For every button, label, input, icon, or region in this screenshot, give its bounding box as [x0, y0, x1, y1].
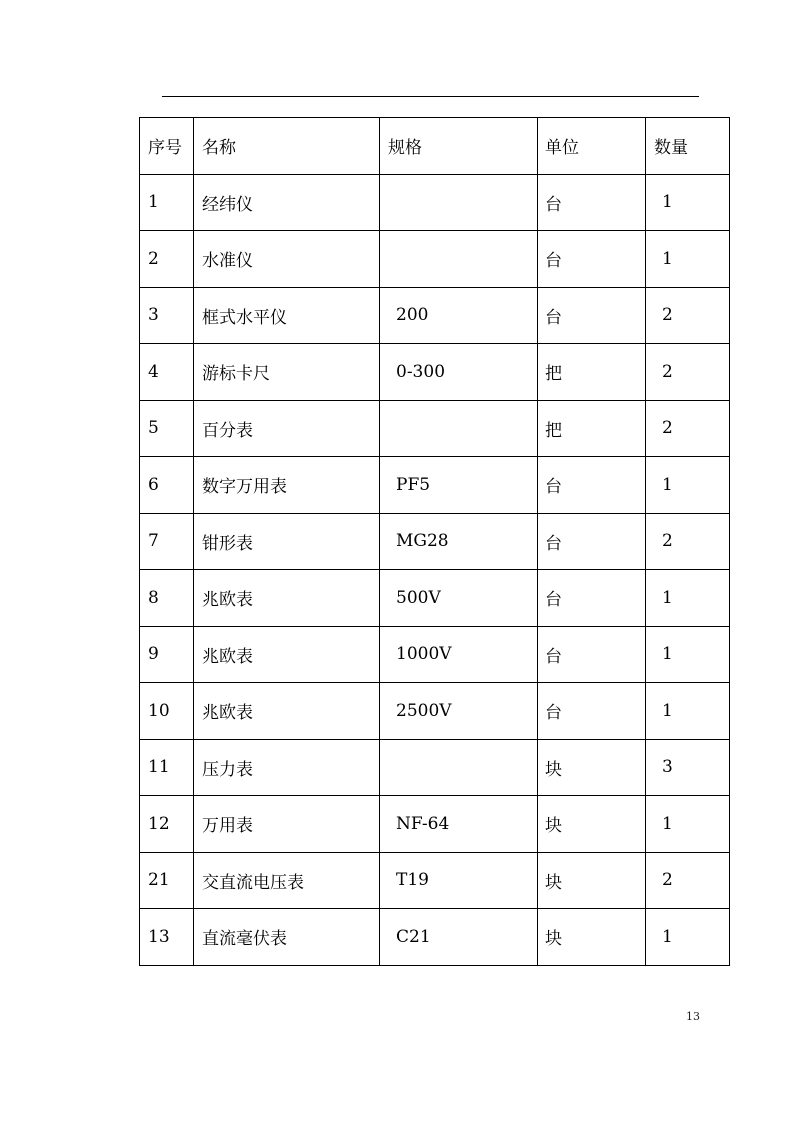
cell-name: 经纬仪: [194, 174, 380, 231]
cell-index: 8: [140, 570, 194, 627]
cell-unit: 台: [538, 457, 646, 514]
cell-quantity: 2: [646, 344, 730, 401]
cell-quantity: 1: [646, 909, 730, 966]
cell-spec: [380, 739, 538, 796]
table-row: [140, 852, 730, 909]
header-cell-spec: 规格: [380, 118, 538, 175]
cell-index: 2: [140, 231, 194, 288]
cell-quantity: 2: [646, 400, 730, 457]
page-number: 13: [686, 1010, 700, 1023]
cell-unit: 台: [538, 570, 646, 627]
table-row: [140, 287, 730, 344]
cell-quantity: 1: [646, 231, 730, 288]
cell-unit: 把: [538, 344, 646, 401]
cell-name: 框式水平仪: [194, 287, 380, 344]
header-cell-index: 序号: [140, 118, 194, 175]
cell-unit: 台: [538, 287, 646, 344]
table-row: [140, 570, 730, 627]
cell-name: 直流毫伏表: [194, 909, 380, 966]
cell-spec: 0-300: [380, 344, 538, 401]
cell-index: 7: [140, 513, 194, 570]
header-cell-unit: 单位: [538, 118, 646, 175]
equipment-table: [139, 117, 730, 966]
cell-quantity: 1: [646, 457, 730, 514]
cell-index: 3: [140, 287, 194, 344]
cell-index: 4: [140, 344, 194, 401]
cell-index: 5: [140, 400, 194, 457]
cell-unit: 块: [538, 796, 646, 853]
cell-unit: 台: [538, 626, 646, 683]
table-row: [140, 513, 730, 570]
cell-spec: [380, 174, 538, 231]
cell-spec: 1000V: [380, 626, 538, 683]
table-row: [140, 457, 730, 514]
cell-spec: C21: [380, 909, 538, 966]
cell-spec: [380, 400, 538, 457]
cell-unit: 台: [538, 683, 646, 740]
cell-unit: 块: [538, 739, 646, 796]
cell-spec: 200: [380, 287, 538, 344]
cell-index: 10: [140, 683, 194, 740]
cell-index: 13: [140, 909, 194, 966]
cell-unit: 块: [538, 852, 646, 909]
cell-quantity: 2: [646, 852, 730, 909]
cell-spec: 500V: [380, 570, 538, 627]
cell-quantity: 1: [646, 683, 730, 740]
table-row: [140, 344, 730, 401]
cell-quantity: 1: [646, 570, 730, 627]
cell-quantity: 3: [646, 739, 730, 796]
cell-name: 压力表: [194, 739, 380, 796]
table-row: [140, 231, 730, 288]
table-row: [140, 739, 730, 796]
table-row: [140, 174, 730, 231]
cell-index: 11: [140, 739, 194, 796]
cell-unit: 台: [538, 231, 646, 288]
table-row: [140, 909, 730, 966]
cell-unit: 块: [538, 909, 646, 966]
cell-name: 钳形表: [194, 513, 380, 570]
cell-spec: [380, 231, 538, 288]
cell-index: 9: [140, 626, 194, 683]
cell-quantity: 1: [646, 174, 730, 231]
cell-index: 21: [140, 852, 194, 909]
cell-quantity: 2: [646, 513, 730, 570]
cell-name: 兆欧表: [194, 626, 380, 683]
table-body: [140, 118, 730, 966]
header-cell-quantity: 数量: [646, 118, 730, 175]
cell-unit: 台: [538, 174, 646, 231]
cell-index: 1: [140, 174, 194, 231]
cell-unit: 把: [538, 400, 646, 457]
table-row: [140, 796, 730, 853]
cell-name: 兆欧表: [194, 570, 380, 627]
cell-quantity: 1: [646, 796, 730, 853]
cell-name: 数字万用表: [194, 457, 380, 514]
cell-name: 万用表: [194, 796, 380, 853]
cell-quantity: 2: [646, 287, 730, 344]
cell-spec: NF-64: [380, 796, 538, 853]
cell-quantity: 1: [646, 626, 730, 683]
cell-index: 6: [140, 457, 194, 514]
cell-spec: MG28: [380, 513, 538, 570]
cell-name: 游标卡尺: [194, 344, 380, 401]
cell-index: 12: [140, 796, 194, 853]
table-row: [140, 683, 730, 740]
cell-name: 交直流电压表: [194, 852, 380, 909]
table-row: [140, 626, 730, 683]
cell-spec: T19: [380, 852, 538, 909]
cell-name: 兆欧表: [194, 683, 380, 740]
cell-name: 水准仪: [194, 231, 380, 288]
cell-spec: 2500V: [380, 683, 538, 740]
cell-name: 百分表: [194, 400, 380, 457]
cell-spec: PF5: [380, 457, 538, 514]
header-rule: [162, 96, 699, 97]
cell-unit: 台: [538, 513, 646, 570]
table-header-row: [140, 118, 730, 175]
header-cell-name: 名称: [194, 118, 380, 175]
table-row: [140, 400, 730, 457]
